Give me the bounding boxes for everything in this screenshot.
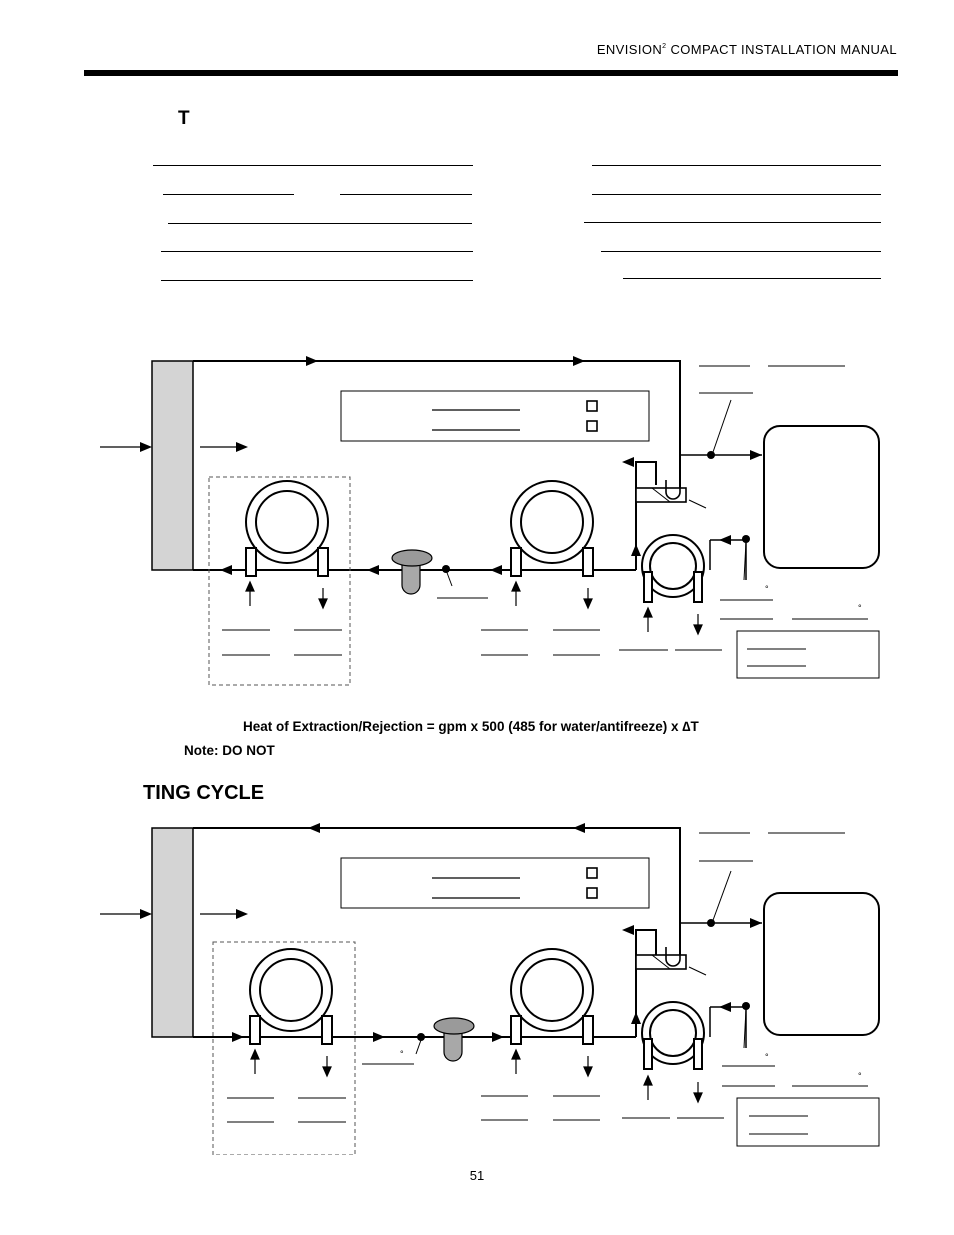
checkbox: [587, 868, 597, 878]
sensor-dot: [442, 565, 450, 573]
sensor-dot: [707, 451, 715, 459]
sensor-dot: [742, 535, 750, 543]
flow-arrow: [367, 565, 379, 575]
reading-panel: [341, 391, 649, 441]
form-blank-line[interactable]: [340, 194, 472, 195]
refrigerant-line-top: [193, 361, 680, 488]
flow-arrow: [492, 1032, 504, 1042]
desuperheater-coil: [642, 535, 704, 602]
water-heater-tank: [764, 893, 879, 1035]
flow-arrow: [750, 918, 762, 928]
manual-title-prefix: ENVISION: [596, 42, 663, 57]
heat-exchanger-source: [246, 481, 328, 576]
flow-arrow: [220, 565, 232, 575]
manual-title-suffix: COMPACT INSTALLATION MANUAL: [666, 42, 897, 57]
form-blank-line[interactable]: [163, 194, 294, 195]
heat-exchanger-load: [511, 949, 593, 1044]
flow-arrow: [719, 1002, 731, 1012]
heat-exchanger-load: [511, 481, 593, 576]
degree-symbol: °: [858, 603, 862, 613]
form-blank-line[interactable]: [161, 251, 473, 252]
flow-arrow: [232, 1032, 244, 1042]
bottom-cycle-diagram: [0, 800, 954, 1155]
flow-arrow: [373, 1032, 385, 1042]
flow-arrow: [573, 356, 585, 366]
degree-symbol: °: [765, 1052, 769, 1062]
form-blank-line[interactable]: [623, 278, 881, 279]
form-blank-line[interactable]: [161, 280, 473, 281]
degree-symbol: °: [400, 1049, 404, 1059]
reading-box: [737, 1098, 879, 1146]
heat-exchanger-source: [250, 949, 332, 1044]
section-heading-top: T: [178, 108, 190, 129]
water-line-return: [710, 540, 746, 580]
section-heading-bottom: TING CYCLE: [143, 782, 265, 804]
sensor-dot: [707, 919, 715, 927]
refrigerant-line-top: [193, 828, 680, 958]
header-rule: [84, 70, 898, 76]
air-coil: [152, 828, 193, 1037]
expansion-valve-icon: [392, 550, 432, 594]
degree-symbol: °: [765, 584, 769, 594]
formula-text: Heat of Extraction/Rejection = gpm x 500 (485 for water/antifreeze) x ∆T: [243, 719, 699, 734]
water-heater-tank: [764, 426, 879, 568]
form-blank-line[interactable]: [601, 251, 881, 252]
manual-title: [597, 42, 897, 57]
checkbox: [587, 888, 597, 898]
reading-box: [737, 631, 879, 678]
expansion-valve-icon: [434, 1018, 474, 1061]
flow-arrow: [622, 925, 634, 935]
desuperheater-coil: [642, 1002, 704, 1069]
flow-arrow: [631, 544, 641, 556]
form-blank-line[interactable]: [592, 165, 881, 166]
flow-arrow: [719, 535, 731, 545]
flow-arrow: [490, 565, 502, 575]
flow-arrow: [573, 823, 585, 833]
form-blank-line[interactable]: [168, 223, 472, 224]
reading-panel: [341, 858, 649, 908]
sensor-dot: [417, 1033, 425, 1041]
flow-arrow: [306, 356, 318, 366]
checkbox: [587, 421, 597, 431]
top-cycle-diagram: [0, 330, 954, 700]
flow-arrow: [750, 450, 762, 460]
manual-title-superscript: 2: [662, 43, 667, 50]
flow-arrow: [631, 1012, 641, 1024]
note-text: Note: DO NOT: [184, 743, 275, 758]
checkbox: [587, 401, 597, 411]
flow-arrow: [622, 457, 634, 467]
form-blank-line[interactable]: [584, 222, 881, 223]
flow-arrow: [308, 823, 320, 833]
form-blank-line[interactable]: [592, 194, 881, 195]
form-blank-line[interactable]: [153, 165, 473, 166]
water-line-return: [710, 1007, 746, 1048]
sensor-dot: [742, 1002, 750, 1010]
air-coil: [152, 361, 193, 570]
degree-symbol: °: [858, 1071, 862, 1081]
page-number: 51: [469, 1168, 485, 1183]
